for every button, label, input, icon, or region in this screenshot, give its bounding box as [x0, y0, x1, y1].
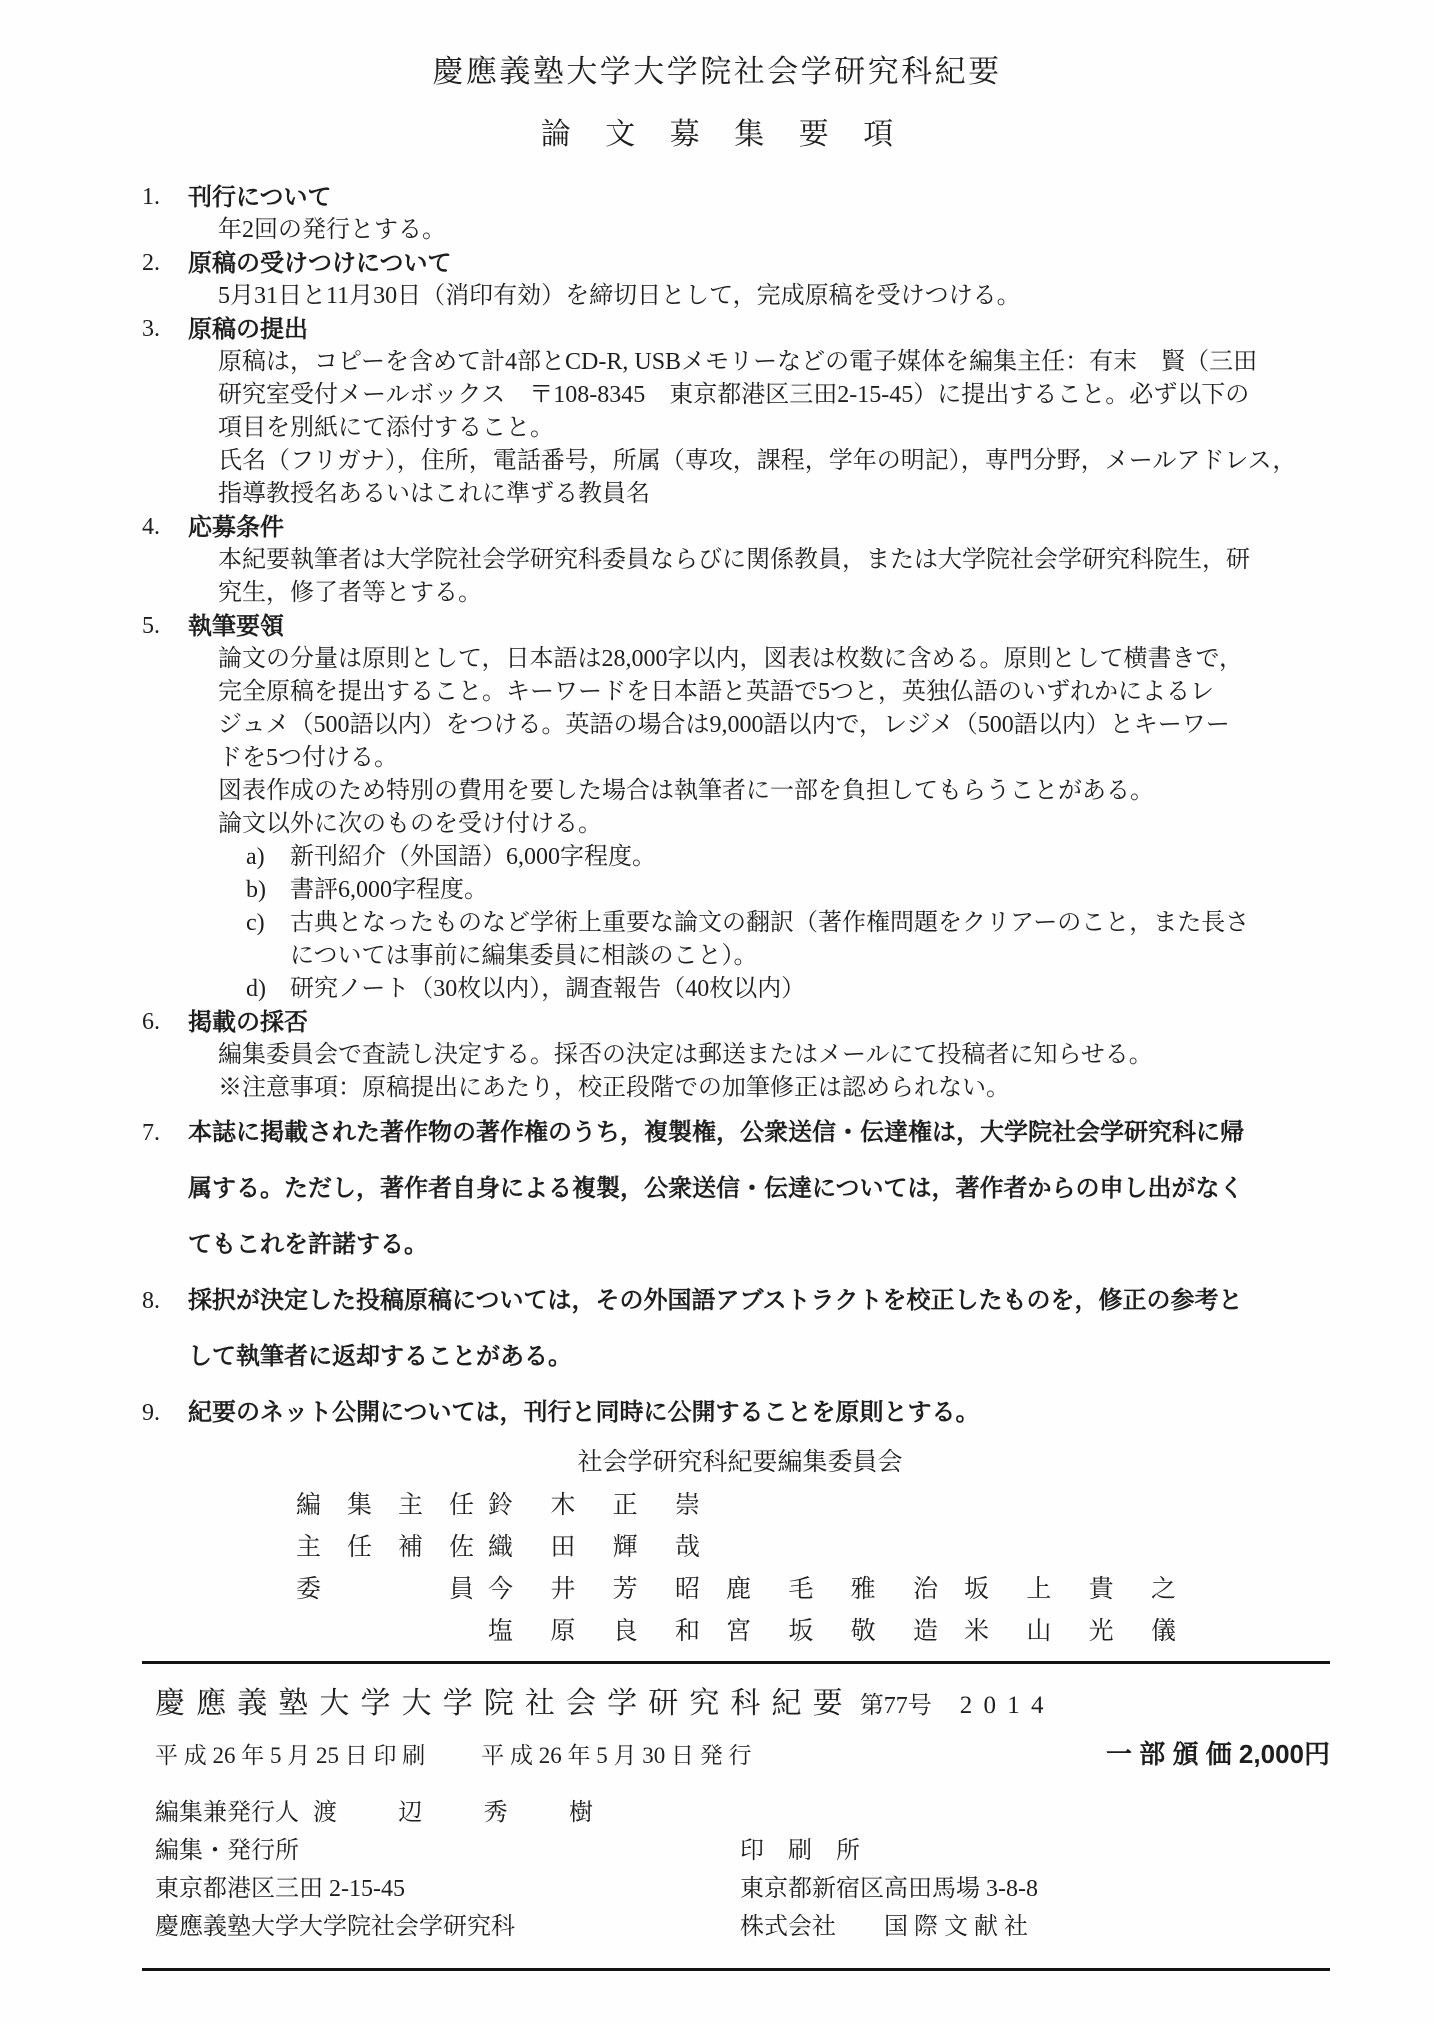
- committee-row: [296, 1569, 1434, 1611]
- sub-item-line: 研究ノート（30枚以内），調査報告（40枚以内）: [290, 976, 806, 1002]
- list-item-3: [142, 313, 1338, 511]
- item-heading: 執筆要領: [188, 613, 284, 640]
- sub-item-a: [246, 841, 1338, 874]
- item-line: 属する。ただし，著作者自身による複製，公衆送信・伝達については，著作者からの申し出がなく: [188, 1175, 1244, 1202]
- printer-address: 東京都新宿区高田馬場 3-8-8: [740, 1876, 1038, 1902]
- committee-member-name: 塩原良和: [488, 1618, 700, 1645]
- list-item-4: [142, 511, 1338, 610]
- item-number: 6.: [142, 1009, 160, 1035]
- address-row: [155, 1870, 1330, 1908]
- sub-item-d: [246, 973, 1338, 1006]
- committee-title: 社会学研究科紀要編集委員会: [577, 1449, 903, 1476]
- item-line: して執筆者に返却することがある。: [188, 1343, 572, 1370]
- item-heading: 原稿の受けつけについて: [188, 250, 452, 277]
- organization-row: [155, 1908, 1330, 1946]
- editor-publisher-label: 編集兼発行人: [155, 1800, 299, 1826]
- item-line: 原稿は，コピーを含めて計4部とCD-R, USBメモリーなどの電子媒体を編集主任：有末 賢（三田: [218, 349, 1258, 375]
- item-line: てもこれを許諾する。: [188, 1231, 428, 1258]
- committee-role-label: [296, 1611, 474, 1653]
- print-publish-line: [155, 1738, 1330, 1772]
- issue-number: 第77号: [859, 1693, 932, 1719]
- sub-item-marker: d): [246, 976, 266, 1002]
- page-subtitle: 論文募集要項: [540, 118, 928, 151]
- editor-publisher-name: 渡辺秀樹: [313, 1800, 593, 1826]
- item-line: ドを5つ付ける。: [218, 745, 398, 771]
- item-line: 氏名（フリガナ），住所，電話番号，所属（専攻，課程，学年の明記），専門分野，メールアドレス，: [218, 448, 1297, 474]
- guidelines-list: [142, 181, 1338, 1441]
- sub-item-c: [246, 907, 1338, 973]
- journal-title-line: [155, 1684, 1330, 1726]
- committee-member-name: 今井芳昭: [488, 1576, 700, 1603]
- publisher-info: [155, 1794, 1330, 1946]
- editor-publisher-row: [155, 1794, 1330, 1832]
- committee-row: [296, 1611, 1434, 1653]
- journal-title: 慶應義塾大学大学院社会学研究科紀要: [155, 1687, 854, 1720]
- item-line: 指導教授名あるいはこれに準ずる教員名: [218, 481, 650, 507]
- item-number: 1.: [142, 184, 160, 210]
- printer-name: 株式会社 国 際 文 献 社: [740, 1914, 1028, 1940]
- publisher-row: [155, 1832, 1330, 1870]
- committee-member-name: 鈴木正崇: [488, 1492, 700, 1519]
- committee-rows: [296, 1485, 1434, 1653]
- item-line: ※注意事項：原稿提出にあたり，校正段階での加筆修正は認められない。: [218, 1075, 1010, 1101]
- sub-item-marker: a): [246, 844, 265, 870]
- item-line: 図表作成のため特別の費用を要した場合は執筆者に一部を負担してもらうことがある。: [218, 778, 1154, 804]
- print-date: 平 成 26 年 5 月 25 日 印 刷: [155, 1743, 426, 1768]
- item-line: 採択が決定した投稿原稿については，その外国語アブストラクトを校正したものを，修正の参考と: [188, 1287, 1243, 1314]
- item-line: ジュメ（500語以内）をつける。英語の場合は9,000語以内で，レジメ（500語以内）とキーワー: [218, 712, 1230, 738]
- committee-role-label: 委員: [296, 1576, 474, 1603]
- item-line: 本紀要執筆者は大学院社会学研究科委員ならびに関係教員，または大学院社会学研究科院生，研: [218, 547, 1250, 573]
- committee-row: [296, 1527, 1434, 1569]
- item-number: 7.: [142, 1120, 160, 1146]
- publisher-name: 慶應義塾大学大学院社会学研究科: [155, 1914, 515, 1940]
- list-item-1: [142, 181, 1338, 247]
- editorial-committee-block: [0, 1443, 1434, 1653]
- sub-item-marker: c): [246, 910, 265, 936]
- committee-member-name: 織田輝哉: [488, 1534, 700, 1561]
- publication-year: 2014: [959, 1692, 1055, 1719]
- page-title: 慶應義塾大学大学院社会学研究科紀要: [432, 54, 1002, 89]
- item-number: 4.: [142, 514, 160, 540]
- item-line: 研究室受付メールボックス 〒108-8345 東京都港区三田2-15-45）に提出すること。必ず以下の: [218, 382, 1250, 408]
- item-number: 9.: [142, 1400, 160, 1426]
- publisher-address: 東京都港区三田 2-15-45: [155, 1876, 405, 1902]
- item-number: 2.: [142, 250, 160, 276]
- colophon: [155, 1684, 1330, 1946]
- item-line: 編集委員会で査読し決定する。採否の決定は郵送またはメールにて投稿者に知らせる。: [218, 1042, 1153, 1068]
- item-number: 8.: [142, 1288, 160, 1314]
- committee-member-name: 米山光儀: [964, 1618, 1176, 1645]
- list-item-8: [142, 1273, 1338, 1385]
- list-item-5: [142, 610, 1338, 1006]
- committee-member-name: 鹿毛雅治: [726, 1576, 938, 1603]
- item-line: 項目を別紙にて添付すること。: [218, 415, 554, 441]
- committee-member-name: 坂上貴之: [964, 1576, 1176, 1603]
- sub-item-b: [246, 874, 1338, 907]
- item-line: 論文以外に次のものを受け付ける。: [218, 811, 602, 837]
- publish-date: 平 成 26 年 5 月 30 日 発 行: [481, 1743, 752, 1768]
- printer-label: 印 刷 所: [740, 1838, 860, 1864]
- list-item-7: [142, 1105, 1338, 1273]
- committee-role-label: 編集主任: [296, 1492, 474, 1519]
- list-item-6: [142, 1006, 1338, 1105]
- committee-role-label: 主任補佐: [296, 1534, 474, 1561]
- item-number: 3.: [142, 316, 160, 342]
- sub-item-line: 新刊紹介（外国語）6,000字程度。: [290, 844, 656, 870]
- item-line: 本誌に掲載された著作物の著作権のうち，複製権，公衆送信・伝達権は，大学院社会学研究科に帰: [188, 1119, 1244, 1146]
- committee-member-name: 宮坂敬造: [726, 1618, 938, 1645]
- item-heading: 刊行について: [188, 184, 332, 211]
- item-line: 論文の分量は原則として，日本語は28,000字以内，図表は枚数に含める。原則として横書きで，: [218, 646, 1244, 672]
- item-heading: 原稿の提出: [188, 316, 308, 343]
- sub-item-marker: b): [246, 877, 266, 903]
- sub-item-line: 書評6,000字程度。: [290, 877, 488, 903]
- divider-top: [142, 1661, 1330, 1664]
- price-label: 一 部 頒 価 2,000円: [1106, 1739, 1330, 1769]
- item-line: 年2回の発行とする。: [218, 217, 446, 243]
- sub-item-line: については事前に編集委員に相談のこと）。: [290, 943, 758, 969]
- item-heading: 応募条件: [188, 514, 284, 541]
- divider-bottom: [142, 1968, 1330, 1971]
- publisher-office-label: 編集・発行所: [155, 1838, 299, 1864]
- item-line: 5月31日と11月30日（消印有効）を締切日として，完成原稿を受けつける。: [218, 283, 1021, 309]
- item-line: 究生，修了者等とする。: [218, 580, 482, 606]
- committee-row: [296, 1485, 1434, 1527]
- list-item-2: [142, 247, 1338, 313]
- item-line: 紀要のネット公開については，刊行と同時に公開することを原則とする。: [188, 1399, 980, 1426]
- item-number: 5.: [142, 613, 160, 639]
- item-heading: 掲載の採否: [188, 1009, 308, 1036]
- item-line: 完全原稿を提出すること。キーワードを日本語と英語で5つと，英独仏語のいずれかによるレ: [218, 679, 1214, 705]
- list-item-9: [142, 1385, 1338, 1441]
- sub-item-line: 古典となったものなど学術上重要な論文の翻訳（著作権問題をクリアーのこと，また長さ: [290, 910, 1250, 936]
